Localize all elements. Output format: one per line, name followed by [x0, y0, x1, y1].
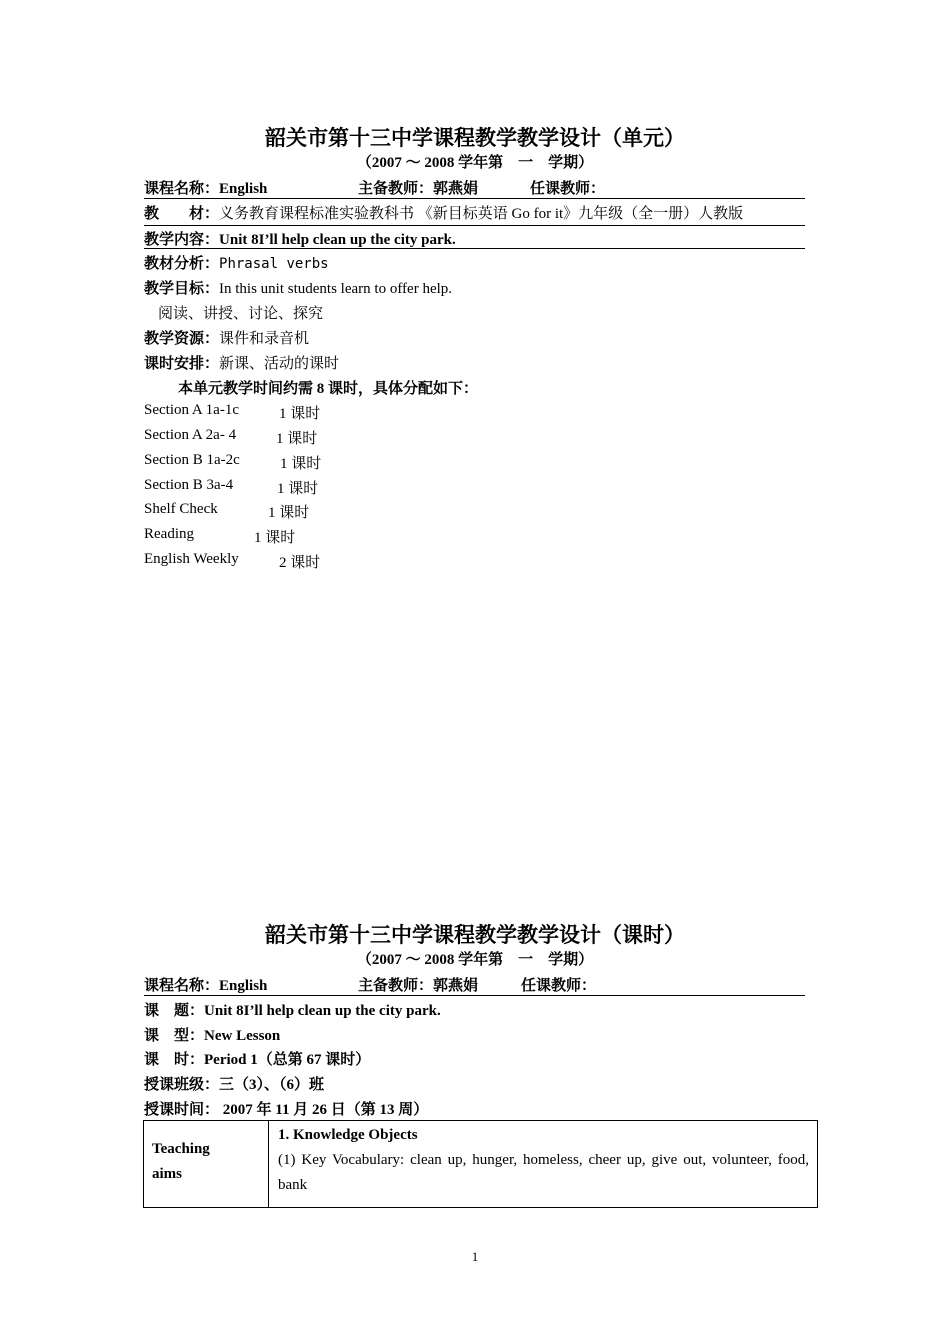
section-name: Shelf Check	[144, 501, 218, 517]
section-hours: 1 课时	[277, 481, 319, 497]
aims-heading: 1. Knowledge Objects	[278, 1127, 418, 1143]
section-name: Section B 1a-2c	[144, 452, 240, 468]
period-value: Period 1（总第 67 课时）	[204, 1052, 371, 1068]
section-name: English Weekly	[144, 551, 239, 567]
section-hours: 1 课时	[279, 406, 321, 422]
list-item	[144, 551, 239, 568]
analysis-label: 教材分析：	[144, 256, 220, 272]
topic-row	[144, 999, 441, 1020]
lead-teacher-field	[358, 177, 478, 198]
class-row	[144, 1073, 324, 1094]
period-label: 课 时：	[144, 1052, 205, 1068]
time-value: 2007 年 11 月 26 日（第 13 周）	[219, 1102, 429, 1118]
aims-label-line: aims	[152, 1166, 182, 1182]
section-hours: 1 课时	[280, 456, 322, 472]
lesson-design-title: 韶关市第十三中学课程教学教学设计（课时）	[265, 923, 685, 947]
lead-teacher-value: 郭燕娟	[433, 181, 479, 197]
resources-value: 课件和录音机	[219, 331, 310, 347]
class-label: 授课班级：	[144, 1077, 220, 1093]
section-hours: 2 课时	[279, 555, 321, 571]
course-name-value: English	[219, 181, 268, 197]
hours-note: 本单元教学时间约需 8 课时，具体分配如下：	[178, 381, 479, 397]
page-number: 1	[471, 1249, 479, 1264]
teaching-aims-content	[269, 1121, 818, 1208]
resources-label: 教学资源：	[144, 331, 220, 347]
methods-text: 阅读、讲授、讨论、探究	[158, 306, 324, 322]
content-row	[144, 228, 456, 249]
list-item	[144, 477, 233, 494]
content-label: 教学内容：	[144, 232, 220, 248]
lesson-design-term: （2007 ～ 2008 学年第 一 学期）	[356, 952, 594, 968]
time-label: 授课时间：	[144, 1102, 220, 1118]
teacher-field	[530, 177, 605, 198]
section-hours: 1 课时	[276, 431, 318, 447]
lesson-course-row	[144, 974, 267, 995]
teacher-label: 任课教师：	[530, 181, 606, 197]
analysis-value: Phrasal verbs	[219, 256, 329, 272]
content-value: Unit 8I’ll help clean up the city park.	[219, 232, 456, 248]
unit-design-term: （2007 ～ 2008 学年第 一 学期）	[356, 155, 594, 171]
analysis-row	[144, 252, 329, 273]
lead-teacher-field	[358, 974, 478, 995]
list-item	[144, 526, 194, 543]
list-item	[144, 501, 218, 518]
teacher-field	[521, 974, 596, 995]
section-name: Section A 1a-1c	[144, 402, 239, 418]
section-name: Section B 3a-4	[144, 477, 234, 493]
section-name: Section A 2a- 4	[144, 427, 237, 443]
table-row	[144, 1121, 818, 1208]
section-name: Reading	[144, 526, 194, 542]
teaching-aims-label	[144, 1121, 269, 1208]
course-name-label: 课程名称：	[144, 181, 220, 197]
period-row	[144, 1048, 370, 1069]
divider	[144, 198, 805, 199]
list-item	[144, 427, 236, 444]
divider	[144, 248, 805, 249]
list-item	[144, 402, 239, 419]
goal-value: In this unit students learn to offer help.	[219, 281, 453, 297]
topic-value: Unit 8I’ll help clean up the city park.	[204, 1003, 441, 1019]
type-row	[144, 1024, 280, 1045]
type-label: 课 型：	[144, 1028, 205, 1044]
lead-teacher-value: 郭燕娟	[433, 978, 479, 994]
course-name-value: English	[219, 978, 268, 994]
lead-teacher-label: 主备教师：	[358, 978, 434, 994]
material-label: 教 材：	[144, 206, 220, 222]
unit-design-title: 韶关市第十三中学课程教学教学设计（单元）	[265, 126, 685, 150]
teacher-label: 任课教师：	[521, 978, 597, 994]
unit-course-row	[144, 177, 267, 198]
schedule-value: 新课、活动的课时	[219, 356, 340, 372]
aims-text: (1) Key Vocabulary: clean up, hunger, homeless, cheer up, give out, volunteer, food, bank	[278, 1152, 809, 1193]
course-name-label: 课程名称：	[144, 978, 220, 994]
lead-teacher-label: 主备教师：	[358, 181, 434, 197]
class-value: 三（3）、（6）班	[219, 1077, 325, 1093]
goal-row	[144, 277, 452, 298]
teaching-aims-table	[143, 1120, 818, 1208]
section-hours: 1 课时	[268, 505, 310, 521]
divider	[144, 225, 805, 226]
schedule-row	[144, 352, 339, 373]
type-value: New Lesson	[204, 1028, 281, 1044]
time-row	[144, 1098, 428, 1119]
material-row	[144, 202, 743, 223]
material-value: 义务教育课程标准实验教科书 《新目标英语 Go for it》九年级（全一册）人教版	[219, 206, 744, 222]
resources-row	[144, 327, 309, 348]
aims-label-line: Teaching	[152, 1141, 210, 1157]
topic-label: 课 题：	[144, 1003, 205, 1019]
section-hours: 1 课时	[254, 530, 296, 546]
goal-label: 教学目标：	[144, 281, 220, 297]
divider	[144, 995, 805, 996]
list-item	[144, 452, 240, 469]
schedule-label: 课时安排：	[144, 356, 220, 372]
